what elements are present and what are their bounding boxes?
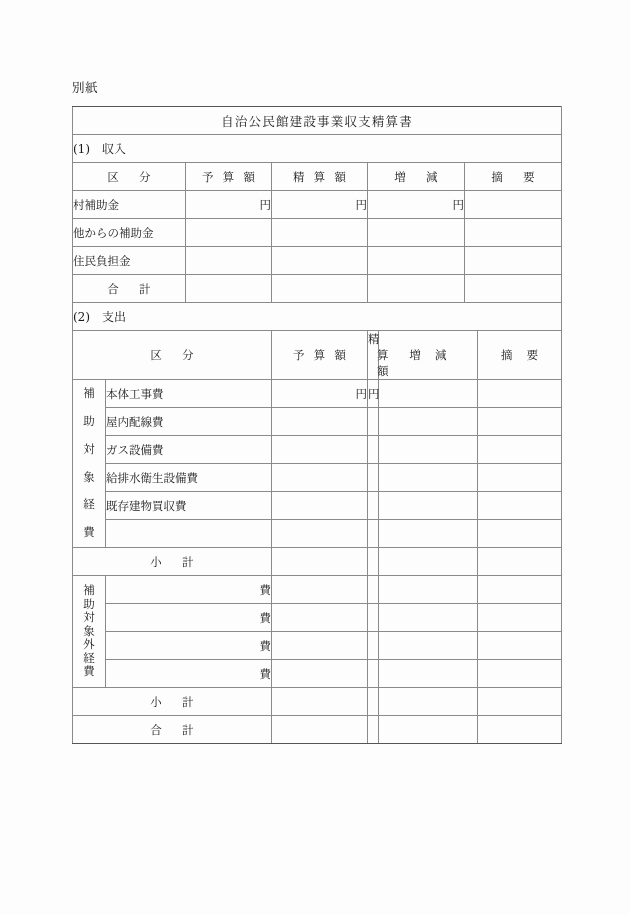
expenditure-cell-note[interactable] (478, 632, 562, 660)
expenditure-section-number: (2) (73, 310, 90, 324)
income-row (73, 219, 562, 247)
expenditure-cell-note[interactable] (478, 492, 562, 520)
income-col-settled: 精 算 額 (272, 163, 368, 191)
expenditure-row-label[interactable]: ガス設備費 (106, 436, 272, 464)
income-col-diff: 増 減 (368, 163, 465, 191)
expenditure-cell-budget[interactable] (272, 492, 368, 520)
expenditure-cell-note[interactable] (478, 604, 562, 632)
expenditure-cell-diff[interactable] (379, 464, 478, 492)
income-total-row (73, 275, 562, 303)
expenditure-cell-settled[interactable]: 円 (368, 380, 379, 408)
expenditure-cell-diff[interactable] (379, 660, 478, 688)
expenditure-cell-budget[interactable] (272, 576, 368, 604)
income-cell-diff[interactable] (368, 219, 465, 247)
expenditure-subtotal-label-nonsubsidized: 小 計 (73, 688, 272, 716)
expenditure-cell-diff[interactable] (379, 408, 478, 436)
income-total-settled[interactable] (272, 275, 368, 303)
vertical-label-chars: 補 助 対 象 経 費 (83, 386, 95, 540)
expenditure-cell-settled[interactable] (368, 604, 379, 632)
expenditure-section-label: 支出 (102, 310, 127, 324)
expenditure-subtotal-budget[interactable] (272, 548, 368, 576)
income-section-header-row (73, 135, 562, 163)
expenditure-subtotal-note[interactable] (478, 688, 562, 716)
expenditure-cell-diff[interactable] (379, 604, 478, 632)
expenditure-grand-total-row (73, 716, 562, 744)
expenditure-row-label[interactable]: 費 (106, 632, 272, 660)
expenditure-row-label[interactable]: 費 (106, 604, 272, 632)
income-section-number: (1) (73, 142, 90, 156)
expenditure-row (73, 632, 562, 660)
expenditure-cell-budget[interactable] (272, 632, 368, 660)
expenditure-row-label[interactable]: 費 (106, 660, 272, 688)
expenditure-row-label[interactable]: 本体工事費 (106, 380, 272, 408)
income-col-budget: 予 算 額 (186, 163, 272, 191)
expenditure-grand-total-settled[interactable] (368, 716, 379, 744)
income-total-diff[interactable] (368, 275, 465, 303)
income-row (73, 191, 562, 219)
expenditure-cell-settled[interactable] (368, 520, 379, 548)
expenditure-col-note: 摘 要 (478, 331, 562, 380)
expenditure-subtotal-settled[interactable] (368, 688, 379, 716)
income-row (73, 247, 562, 275)
expenditure-cell-diff[interactable] (379, 380, 478, 408)
expenditure-cell-budget[interactable] (272, 660, 368, 688)
income-total-note[interactable] (465, 275, 562, 303)
income-row-label[interactable]: 村補助金 (73, 191, 186, 219)
expenditure-section-header (73, 303, 562, 331)
expenditure-cell-note[interactable] (478, 380, 562, 408)
expenditure-cell-diff[interactable] (379, 632, 478, 660)
expenditure-subtotal-settled[interactable] (368, 548, 379, 576)
expenditure-cell-settled[interactable] (368, 632, 379, 660)
expenditure-cell-note[interactable] (478, 464, 562, 492)
expenditure-row (73, 576, 562, 604)
income-row-label[interactable]: 他からの補助金 (73, 219, 186, 247)
expenditure-subtotal-row (73, 688, 562, 716)
vertical-label-chars: 補 助 対 象 外 経 費 (83, 583, 95, 679)
income-section-header (73, 135, 562, 163)
expenditure-grand-total-diff[interactable] (379, 716, 478, 744)
expenditure-grand-total-note[interactable] (478, 716, 562, 744)
expenditure-cell-diff[interactable] (379, 492, 478, 520)
expenditure-cell-note[interactable] (478, 408, 562, 436)
income-cell-diff[interactable] (368, 247, 465, 275)
expenditure-row (73, 604, 562, 632)
expenditure-cell-settled[interactable] (368, 436, 379, 464)
form-title: 自治公民館建設事業収支精算書 (73, 107, 562, 135)
expenditure-cell-note[interactable] (478, 520, 562, 548)
expenditure-col-kubun: 区 分 (73, 331, 272, 380)
expenditure-subtotal-budget[interactable] (272, 688, 368, 716)
settlement-form-table (72, 106, 562, 744)
income-section-label: 収入 (102, 142, 127, 156)
title-row (73, 107, 562, 135)
expenditure-row-label[interactable]: 費 (106, 576, 272, 604)
expenditure-subtotal-diff[interactable] (379, 688, 478, 716)
expenditure-row-label[interactable]: 屋内配線費 (106, 408, 272, 436)
expenditure-cell-diff[interactable] (379, 576, 478, 604)
expenditure-cell-settled[interactable] (368, 576, 379, 604)
income-cell-budget[interactable] (186, 247, 272, 275)
expenditure-subtotal-diff[interactable] (379, 548, 478, 576)
income-cell-settled[interactable] (272, 247, 368, 275)
expenditure-col-settled: 精算額 (368, 332, 389, 378)
expenditure-group-vertical-label-nonsubsidized (73, 576, 106, 688)
expenditure-cell-diff[interactable] (379, 520, 478, 548)
expenditure-row (73, 492, 562, 520)
expenditure-grand-total-budget[interactable] (272, 716, 368, 744)
income-header-row (73, 163, 562, 191)
expenditure-cell-budget[interactable] (272, 464, 368, 492)
expenditure-col-diff: 増 減 (379, 331, 478, 380)
income-cell-settled[interactable]: 円 (272, 191, 368, 219)
expenditure-header-row (73, 331, 562, 380)
expenditure-cell-budget[interactable] (272, 520, 368, 548)
expenditure-row-label[interactable]: 給排水衛生設備費 (106, 464, 272, 492)
income-col-note: 摘 要 (465, 163, 562, 191)
expenditure-cell-note[interactable] (478, 436, 562, 464)
expenditure-cell-budget[interactable]: 円 (272, 380, 368, 408)
expenditure-cell-budget[interactable] (272, 408, 368, 436)
income-total-budget[interactable] (186, 275, 272, 303)
expenditure-cell-budget[interactable] (272, 436, 368, 464)
expenditure-cell-note[interactable] (478, 660, 562, 688)
expenditure-cell-diff[interactable] (379, 436, 478, 464)
expenditure-subtotal-label-subsidized: 小 計 (73, 548, 272, 576)
expenditure-row (73, 380, 562, 408)
expenditure-group-vertical-label-subsidized (73, 380, 106, 548)
expenditure-row (73, 408, 562, 436)
income-cell-diff[interactable]: 円 (368, 191, 465, 219)
expenditure-section-header-row (73, 303, 562, 331)
income-col-kubun: 区 分 (73, 163, 186, 191)
expenditure-row (73, 520, 562, 548)
expenditure-cell-budget[interactable] (272, 604, 368, 632)
income-cell-note[interactable] (465, 219, 562, 247)
expenditure-grand-total-label: 合 計 (73, 716, 272, 744)
expenditure-col-budget: 予 算 額 (272, 331, 368, 380)
income-cell-note[interactable] (465, 191, 562, 219)
income-row-label[interactable]: 住民負担金 (73, 247, 186, 275)
income-cell-settled[interactable] (272, 219, 368, 247)
sheet-label: 別紙 (72, 80, 99, 95)
expenditure-cell-settled[interactable] (368, 660, 379, 688)
expenditure-subtotal-note[interactable] (478, 548, 562, 576)
expenditure-row (73, 436, 562, 464)
income-cell-budget[interactable]: 円 (186, 191, 272, 219)
income-total-label: 合 計 (73, 275, 186, 303)
expenditure-cell-settled[interactable] (368, 408, 379, 436)
expenditure-subtotal-row (73, 548, 562, 576)
expenditure-cell-settled[interactable] (368, 492, 379, 520)
income-cell-note[interactable] (465, 247, 562, 275)
expenditure-row (73, 660, 562, 688)
expenditure-row-label[interactable] (106, 520, 272, 548)
expenditure-cell-note[interactable] (478, 576, 562, 604)
expenditure-row-label[interactable]: 既存建物買収費 (106, 492, 272, 520)
income-cell-budget[interactable] (186, 219, 272, 247)
expenditure-row (73, 464, 562, 492)
expenditure-cell-settled[interactable] (368, 464, 379, 492)
